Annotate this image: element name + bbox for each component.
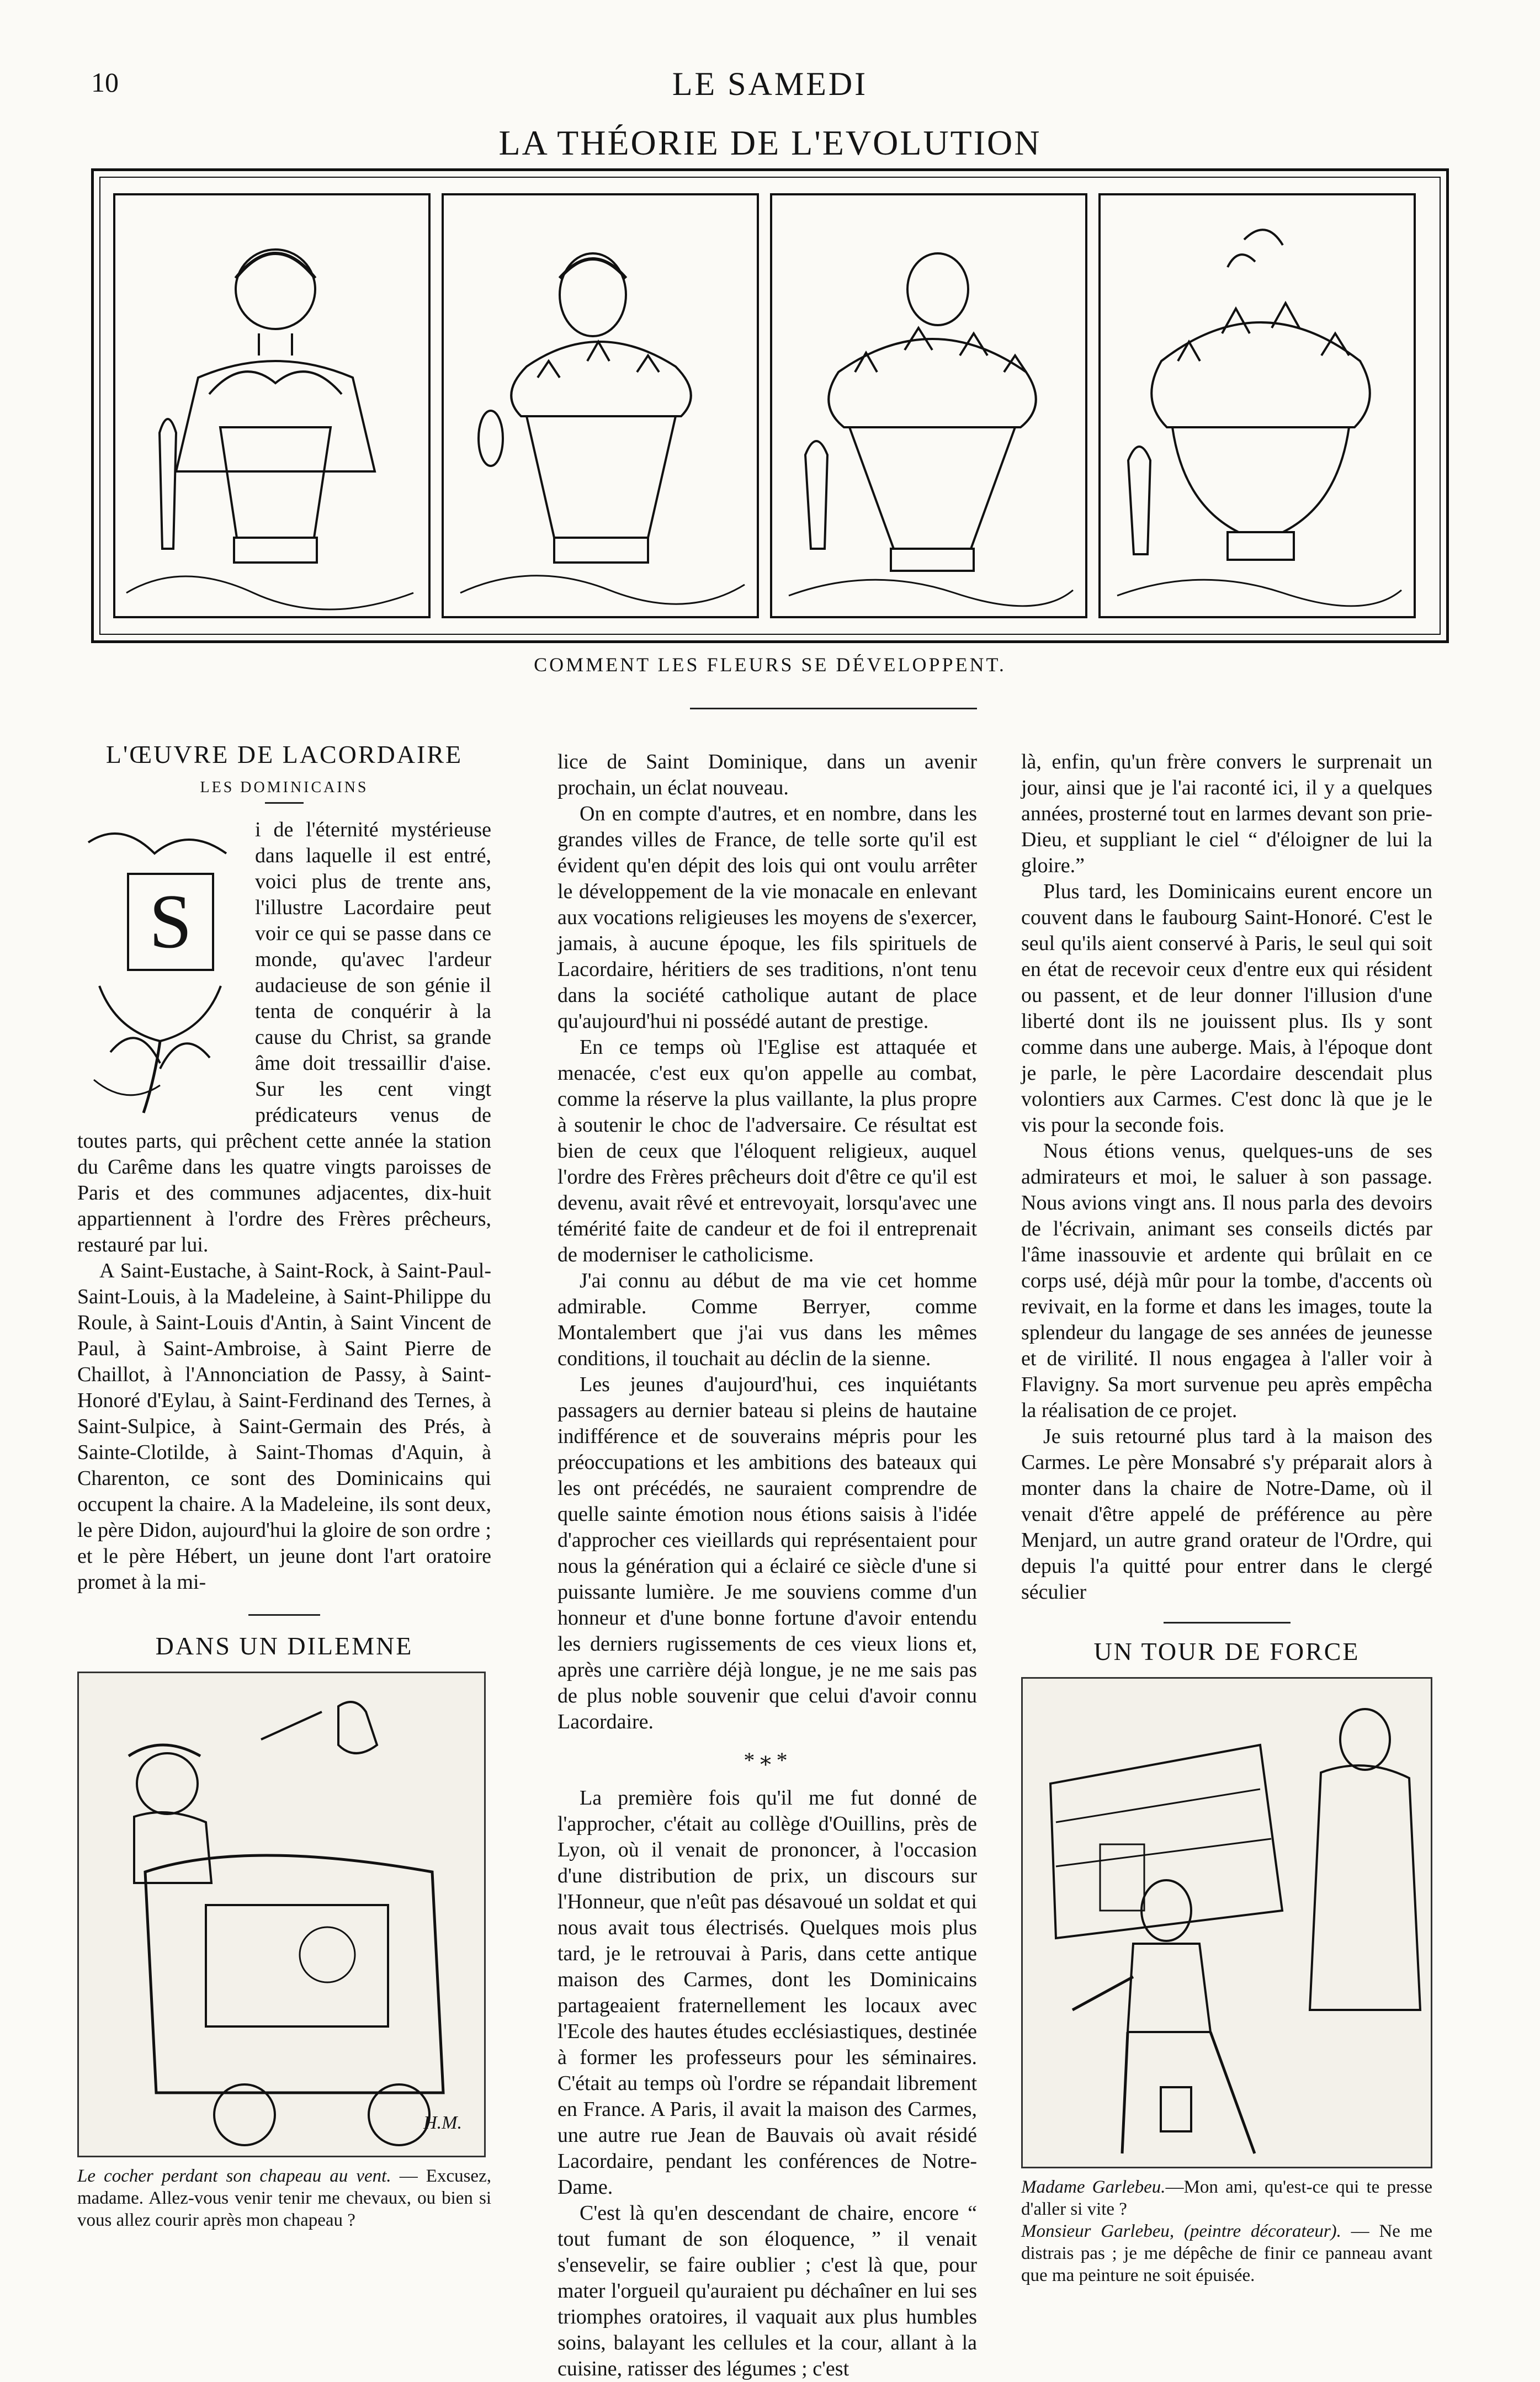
strip-panel-4 bbox=[1098, 193, 1416, 618]
article-paragraph: lice de Saint Dominique, dans un avenir prochain, un éclat nouveau. bbox=[557, 750, 977, 799]
article-paragraph: J'ai connu au début de ma vie cet homme admirable. Comme Berryer, comme Montalembert que j'ai vus dans les mêmes conditions, il touchait au déclin de la sienne. bbox=[557, 1269, 977, 1370]
tour-title: UN TOUR DE FORCE bbox=[1093, 1637, 1360, 1665]
dilemne-title: DANS UN DILEMNE bbox=[155, 1632, 413, 1660]
article-paragraph: là, enfin, qu'un frère convers le surprenait un jour, ainsi que je l'ai raconté ici, il y a quelques années, prosterné tout en larmes devant son prie-Dieu, et suppliant le ciel “ d'éloigner de lui la gloire.” bbox=[1021, 750, 1432, 877]
dropcap-ornament bbox=[77, 820, 243, 1118]
article-paragraph: Je suis retourné plus tard à la maison des Carmes. Le père Monsabré s'y préparait alors à monter dans la chaire de Notre-Dame, où il venait d'être appelé de préférence au père Menjard, un autre grand orateur de l'Ordre, qui depuis l'a quitté pour entrer dans le clergé séculier bbox=[1021, 1425, 1432, 1604]
page-number: 10 bbox=[91, 67, 119, 98]
article-paragraph: En ce temps où l'Eglise est attaquée et menacée, c'est eux qu'on appelle au combat, comme la réserve la plus vaillante, la plus propre à soutenir le choc de l'adversaire. Ce résultat est bien de ceux que l'éloquent religieux, auquel l'ordre des Frères prêcheurs doit d'être ce qu'il est devenu, avait rêvé et entrevoyait, lorsqu'avec une témérité faite de candeur et de foi il entreprenait de moderniser le catholicisme. bbox=[557, 1036, 977, 1266]
tour-caption bbox=[1021, 2176, 1432, 2286]
article-paragraph: Plus tard, les Dominicains eurent encore un couvent dans le faubourg Saint-Honoré. C'est le seul qu'ils aient conservé à Paris, le seul qui soit en état de recevoir ceux d'entre eux qui résident ou passent, et de leur donner l'illusion d'une liberté dont ils ne jouissent plus. Ils y sont comme dans une auberge. Mais, à l'époque dont je parle, le père Lacordaire descendait plus volontiers aux Carmes. C'est donc là que je le vis pour la seconde fois. bbox=[1021, 880, 1432, 1137]
painter-and-wife-illustration bbox=[1023, 1679, 1431, 2167]
head-to-flowers-illustration bbox=[444, 195, 757, 616]
caption-text: — Ne me distrais pas ; je me dépêche de finir ce panneau avant que ma peinture ne soit épuisée. bbox=[1021, 2221, 1432, 2285]
comic-strip bbox=[91, 168, 1449, 643]
strip-panel-2 bbox=[442, 193, 759, 618]
dilemne-illustration bbox=[77, 1672, 486, 2157]
article-subtitle: LES DOMINICAINS bbox=[200, 779, 369, 796]
article-body bbox=[1021, 749, 1432, 1605]
article-title: L'ŒUVRE DE LACORDAIRE bbox=[105, 740, 463, 768]
caption-text: — Excusez, madame. Allez-vous venir tenir me chevaux, ou bien si vous allez courir après mon chapeau ? bbox=[77, 2166, 491, 2230]
caption-line-1 bbox=[1021, 2176, 1432, 2220]
strip-title: LA THÉORIE DE L'EVOLUTION bbox=[498, 123, 1042, 162]
article-paragraph: i de l'éternité mystérieuse dans laquelle il est entré, voici plus de trente ans, l'illustre Lacordaire peut voir ce qui se passe dans ce monde, qu'avec l'ardeur audacieuse de son génie il tenta de conquérir à la cause du Christ, sa grande âme doit tressaillir d'aise. Sur les cent vingt prédicateurs venus de toutes parts, qui prêchent cette année la station du Carême dans les quatre vingts paroisses de Paris et des communes adjacentes, dix-huit appartiennent à l'ordre des Frères prêcheurs, restauré par lui. bbox=[77, 818, 491, 1256]
section-stars: *∗* bbox=[744, 1748, 791, 1773]
woman-bust-illustration bbox=[115, 195, 428, 616]
strip-panel-1 bbox=[113, 193, 431, 618]
article-paragraph: Les jeunes d'aujourd'hui, ces inquiétants passagers au dernier bateau si pleins de hautaine indifférence et de souverains mépris pour les préoccupations et les ambitions des bateaux qui les ont précédés, ne sauraient comprendre de quelle sainte émotion nous étions saisis à l'idée d'approcher ces vieillards qui représentaient pour nous la génération qui a éclairé ce siècle d'une si puissante lumière. Je me souviens comme d'un honneur et d'une bonne fortune d'avoir entendu les derniers rugissements de ces vieux lions et, après une carrière déjà longue, je ne me sais pas de plus noble souvenir que celui d'avoir connu Lacordaire. bbox=[557, 1373, 977, 1733]
divider bbox=[265, 802, 304, 804]
strip-panel-3 bbox=[770, 193, 1087, 618]
divider bbox=[248, 1614, 320, 1616]
article-column-3 bbox=[1021, 749, 1432, 2286]
article-paragraph: On en compte d'autres, et en nombre, dans les grandes villes de France, de telle sorte qu'il est évident qu'en dépit des lois qui ont voulu arrêter le développement de la vie monacale en enlevant aux vocations religieuses les moyens de s'exercer, jamais, à aucune époque, les fils spirituels de Lacordaire, héritiers de ses traditions, n'ont tenu dans la société catholique autant de place qu'aujourd'hui ni possédé autant de prestige. bbox=[557, 802, 977, 1033]
divider bbox=[690, 708, 977, 709]
strip-caption: COMMENT LES FLEURS SE DÉVELOPPENT. bbox=[534, 654, 1006, 676]
artist-signature: H.M. bbox=[423, 2113, 462, 2133]
tour-illustration bbox=[1021, 1677, 1432, 2168]
divider bbox=[1164, 1622, 1291, 1624]
caption-italic: Le cocher perdant son chapeau au vent. bbox=[77, 2166, 391, 2186]
article-paragraph: C'est là qu'en descendant de chaire, encore “ tout fumant de son éloquence, ” il venait s'ensevelir, se faire oublier ; c'est là que, pour mater l'orgueil qu'auraient pu déchaîner en lui ses triomphes oratoires, il vaquait aux plus humbles soins, balayant les cellules et la cour, allant à la cuisine, ratisser des légumes ; c'est bbox=[557, 2201, 977, 2380]
article-column-2 bbox=[557, 749, 977, 2382]
article-body bbox=[77, 817, 491, 1595]
article-body bbox=[557, 749, 977, 2382]
flowers-with-face-illustration bbox=[772, 195, 1085, 616]
coachman-carriage-illustration bbox=[79, 1673, 484, 2156]
article-column-1 bbox=[77, 740, 491, 2231]
journal-masthead: LE SAMEDI bbox=[672, 66, 868, 102]
article-paragraph: A Saint-Eustache, à Saint-Rock, à Saint-Paul-Saint-Louis, à la Madeleine, à Saint-Philippe du Roule, à Saint-Louis d'Antin, à Saint Vincent de Paul, à Saint-Ambroise, à Saint Pierre de Chaillot, à l'Annonciation de Passy, à Saint-Honoré d'Eylau, à Saint-Ferdinand des Ternes, à Saint-Sulpice, à Saint-Germain des Prés, à Sainte-Clotilde, à Saint-Thomas d'Aquin, à Charenton, ce sont des Dominicains qui occupent la chaire. A la Madeleine, ils sont deux, le père Didon, aujourd'hui la gloire de son ordre ; et le père Hébert, un jeune dont l'art oratoire promet à la mi- bbox=[77, 1259, 491, 1594]
article-paragraph: Nous étions venus, quelques-uns de ses admirateurs et moi, le saluer à son passage. Nous avions vingt ans. Il nous parla des devoirs de l'écrivain, animant ses conseils dictés par l'âme inassouvie et ardente qui brûlait en ce corps usé, déjà mûr pour la tombe, d'accents où revivait, en la forme et dans les images, toute la splendeur du langage de ses années de jeunesse et de virilité. Il nous engagea à l'aller voir à Flavigny. Sa mort survenue peu après empêcha la réalisation de ce projet. bbox=[1021, 1139, 1432, 1422]
article-paragraph: La première fois qu'il me fut donné de l'approcher, c'était au collège d'Ouillins, près de Lyon, où il venait de prononcer, à l'occasion d'une distribution de prix, un discours sur l'Honneur, que n'eût pas désavoué un soldat et qui nous avait tous électrisés. Quelques mois plus tard, je le retrouvai à Paris, dans cette antique maison des Carmes, dont les Dominicains partageaient fraternellement les locaux avec l'Ecole des hautes études ecclésiastiques, destinée à former les professeurs pour les séminaires. C'était au temps où l'ordre se répandait librement en France. A Paris, il avait la maison des Carmes, une autre rue Jean de Bauvais où avait résidé Lacordaire, pendant les conférences de Notre-Dame. bbox=[557, 1786, 977, 2199]
dilemne-caption bbox=[77, 2165, 491, 2231]
caption-speaker: Madame Garlebeu. bbox=[1021, 2177, 1166, 2197]
flower-vase-illustration bbox=[1101, 195, 1414, 616]
dropcap-letter: S bbox=[127, 873, 214, 971]
caption-speaker: Monsieur Garlebeu, (peintre décorateur). bbox=[1021, 2221, 1341, 2241]
caption-text: —Mon ami, qu'est-ce qui te presse d'aller si vite ? bbox=[1021, 2177, 1432, 2219]
caption-line-2 bbox=[1021, 2220, 1432, 2286]
